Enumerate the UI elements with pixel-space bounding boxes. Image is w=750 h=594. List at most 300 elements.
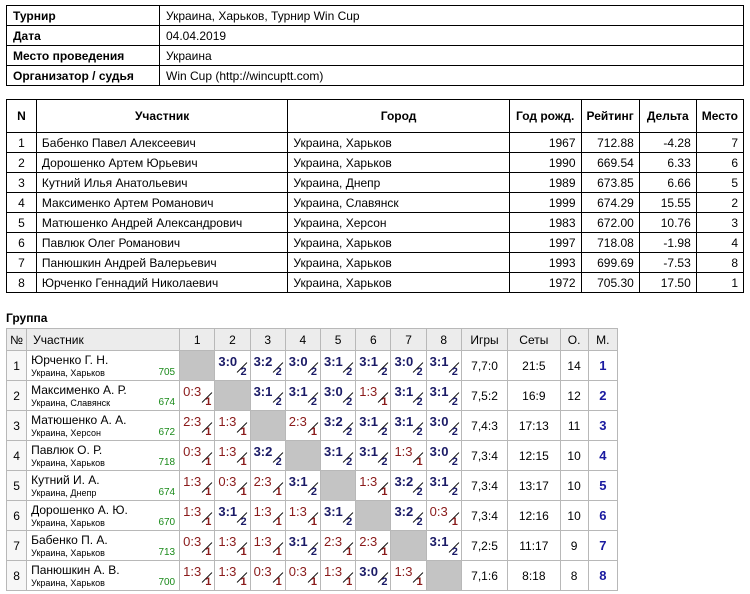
match-score: 2:3 (183, 414, 202, 429)
self-cell (426, 561, 461, 591)
match-result (356, 531, 391, 561)
match-result (391, 561, 426, 591)
participant-cell: 705.30 (581, 273, 639, 293)
points-stat: 8 (560, 561, 588, 591)
match-points: 2 (275, 366, 282, 378)
participant-row (7, 193, 744, 213)
info-row (7, 26, 744, 46)
match-result (250, 351, 285, 381)
sets-stat: 13:17 (508, 471, 560, 501)
match-points: 2 (381, 456, 388, 468)
info-row (7, 46, 744, 66)
match-result (356, 561, 391, 591)
participant-cell: Дорошенко Артем Юрьевич (36, 153, 287, 173)
participant-cell: Украина, Харьков (288, 133, 509, 153)
player-name: Максименко А. Р. (31, 383, 127, 397)
match-points: 1 (275, 486, 282, 498)
participant-cell: 1 (7, 133, 37, 153)
match-points: 2 (451, 546, 458, 558)
place-stat: 5 (588, 471, 617, 501)
self-cell (356, 501, 391, 531)
match-result (321, 381, 356, 411)
sets-stat: 8:18 (508, 561, 560, 591)
match-score: 0:3 (183, 384, 202, 399)
match-points: 2 (416, 486, 423, 498)
column-header: Рейтинг (581, 100, 639, 133)
place-stat: 7 (588, 531, 617, 561)
match-score: 3:2 (253, 444, 273, 459)
player-name: Кутний И. А. (31, 473, 100, 487)
match-result (250, 531, 285, 561)
column-header: Участник (36, 100, 287, 133)
match-result (426, 501, 461, 531)
games-stat: 7,2:5 (461, 531, 507, 561)
points-stat: 10 (560, 501, 588, 531)
match-score: 3:1 (394, 384, 414, 399)
group-row (7, 381, 618, 411)
match-result (321, 531, 356, 561)
match-score: 3:1 (218, 504, 238, 519)
match-points: 1 (416, 456, 423, 468)
player-rating: 670 (158, 517, 176, 528)
match-result (391, 351, 426, 381)
match-result (285, 411, 320, 441)
column-header-place: М. (588, 329, 617, 351)
match-result (356, 441, 391, 471)
row-number: 3 (7, 411, 27, 441)
match-score: 3:1 (359, 354, 379, 369)
group-row (7, 351, 618, 381)
games-stat: 7,3:4 (461, 441, 507, 471)
participant-cell: 1967 (509, 133, 581, 153)
participant-cell: Павлюк Олег Романович (36, 233, 287, 253)
match-result (285, 561, 320, 591)
participant-cell: 4 (696, 233, 743, 253)
match-score: 1:3 (359, 384, 378, 399)
match-result (285, 381, 320, 411)
participant-cell: 718.08 (581, 233, 639, 253)
match-result (215, 441, 250, 471)
match-points: 2 (346, 516, 353, 528)
match-result (250, 441, 285, 471)
match-result (180, 411, 215, 441)
player-cell (27, 381, 180, 411)
participant-cell: 2 (696, 193, 743, 213)
match-result (426, 471, 461, 501)
match-points: 1 (205, 426, 212, 438)
points-stat: 14 (560, 351, 588, 381)
row-number: 6 (7, 501, 27, 531)
match-points: 2 (416, 366, 423, 378)
player-cell (27, 531, 180, 561)
match-score: 3:1 (324, 354, 343, 369)
match-result (426, 441, 461, 471)
participant-cell: 1993 (509, 253, 581, 273)
match-score: 1:3 (394, 564, 413, 579)
match-points: 2 (275, 456, 282, 468)
match-score: 3:0 (218, 354, 238, 369)
match-points: 1 (346, 576, 353, 588)
participant-cell: 1990 (509, 153, 581, 173)
sets-stat: 21:5 (508, 351, 560, 381)
match-score: 3:1 (394, 414, 414, 429)
match-score: 1:3 (218, 534, 237, 549)
match-score: 1:3 (218, 564, 237, 579)
match-points: 2 (416, 516, 423, 528)
participant-cell: 674.29 (581, 193, 639, 213)
participant-row (7, 273, 744, 293)
match-score: 3:1 (324, 444, 343, 459)
participant-row (7, 173, 744, 193)
info-label: Дата (7, 26, 160, 46)
row-number: 5 (7, 471, 27, 501)
match-result (356, 381, 391, 411)
match-result (250, 471, 285, 501)
group-row (7, 411, 618, 441)
match-points: 2 (346, 366, 353, 378)
games-stat: 7,3:4 (461, 471, 507, 501)
match-points: 1 (275, 546, 282, 558)
participant-cell: 1989 (509, 173, 581, 193)
match-score: 3:1 (253, 384, 273, 399)
match-score: 1:3 (288, 504, 307, 519)
match-points: 2 (451, 486, 458, 498)
match-points: 1 (240, 576, 247, 588)
match-result (180, 471, 215, 501)
column-header-opponent: 7 (391, 329, 426, 351)
match-score: 1:3 (183, 504, 202, 519)
match-points: 1 (416, 576, 423, 588)
match-points: 1 (240, 456, 247, 468)
match-points: 2 (451, 426, 458, 438)
match-result (180, 531, 215, 561)
group-row (7, 501, 618, 531)
participant-cell: Украина, Харьков (288, 253, 509, 273)
row-number: 4 (7, 441, 27, 471)
match-points: 1 (205, 486, 212, 498)
place-stat: 3 (588, 411, 617, 441)
match-score: 3:1 (429, 354, 449, 369)
match-score: 1:3 (183, 564, 202, 579)
participants-table (6, 99, 744, 293)
participant-row (7, 253, 744, 273)
match-score: 3:0 (359, 564, 379, 579)
match-result (426, 381, 461, 411)
participant-cell: 3 (696, 213, 743, 233)
participant-cell: 7 (7, 253, 37, 273)
player-city: Украина, Харьков (31, 458, 105, 468)
match-score: 1:3 (253, 534, 272, 549)
match-points: 1 (310, 576, 317, 588)
player-cell (27, 351, 180, 381)
participant-cell: 672.00 (581, 213, 639, 233)
row-number: 8 (7, 561, 27, 591)
participant-cell: Украина, Славянск (288, 193, 509, 213)
match-score: 3:1 (429, 474, 449, 489)
column-header-player: Участник (27, 329, 180, 351)
match-score: 3:1 (324, 504, 343, 519)
participant-cell: 1972 (509, 273, 581, 293)
participant-cell: Украина, Харьков (288, 153, 509, 173)
participant-cell: -4.28 (639, 133, 696, 153)
match-score: 1:3 (394, 444, 413, 459)
match-points: 2 (451, 396, 458, 408)
place-stat: 1 (588, 351, 617, 381)
column-header-opponent: 5 (321, 329, 356, 351)
participant-cell: 6 (7, 233, 37, 253)
participant-cell: 1983 (509, 213, 581, 233)
match-points: 1 (381, 546, 388, 558)
games-stat: 7,7:0 (461, 351, 507, 381)
match-score: 1:3 (218, 444, 237, 459)
row-number: 2 (7, 381, 27, 411)
column-header-num: № (7, 329, 27, 351)
match-points: 2 (240, 516, 247, 528)
match-points: 2 (416, 396, 423, 408)
place-stat: 8 (588, 561, 617, 591)
tournament-info-table (6, 5, 744, 86)
match-points: 2 (346, 456, 353, 468)
group-row (7, 471, 618, 501)
match-result (391, 441, 426, 471)
self-cell (215, 381, 250, 411)
games-stat: 7,4:3 (461, 411, 507, 441)
column-header: Город (288, 100, 509, 133)
info-label: Организатор / судья (7, 66, 160, 86)
participant-cell: 8 (7, 273, 37, 293)
match-points: 1 (275, 516, 282, 528)
self-cell (391, 531, 426, 561)
match-points: 1 (346, 546, 353, 558)
match-result (215, 501, 250, 531)
participant-cell: Панюшкин Андрей Валерьевич (36, 253, 287, 273)
match-result (285, 531, 320, 561)
match-result (250, 381, 285, 411)
match-score: 0:3 (288, 564, 307, 579)
participant-cell: Бабенко Павел Алексеевич (36, 133, 287, 153)
match-score: 3:2 (324, 414, 343, 429)
row-number: 7 (7, 531, 27, 561)
player-rating: 700 (158, 577, 176, 588)
column-header-opponent: 4 (285, 329, 320, 351)
match-result (285, 351, 320, 381)
player-city: Украина, Харьков (31, 548, 105, 558)
participant-cell: 1999 (509, 193, 581, 213)
match-result (426, 411, 461, 441)
participant-row (7, 153, 744, 173)
match-score: 2:3 (288, 414, 307, 429)
player-rating: 705 (158, 367, 176, 378)
match-result (285, 501, 320, 531)
points-stat: 10 (560, 441, 588, 471)
match-points: 1 (451, 516, 458, 528)
match-score: 3:0 (429, 414, 449, 429)
self-cell (250, 411, 285, 441)
match-result (321, 441, 356, 471)
participant-cell: 15.55 (639, 193, 696, 213)
match-result (215, 411, 250, 441)
match-result (426, 531, 461, 561)
match-points: 1 (205, 546, 212, 558)
match-score: 0:3 (429, 504, 448, 519)
match-points: 2 (310, 546, 317, 558)
match-points: 1 (205, 396, 212, 408)
participant-cell: 8 (696, 253, 743, 273)
match-points: 1 (240, 426, 247, 438)
player-name: Дорошенко А. Ю. (31, 503, 128, 517)
participant-cell: 1 (696, 273, 743, 293)
player-rating: 718 (158, 457, 176, 468)
match-score: 3:0 (394, 354, 414, 369)
column-header: Дельта (639, 100, 696, 133)
points-stat: 12 (560, 381, 588, 411)
player-cell (27, 471, 180, 501)
match-score: 3:2 (253, 354, 273, 369)
match-result (321, 351, 356, 381)
match-result (180, 381, 215, 411)
player-city: Украина, Днепр (31, 488, 97, 498)
match-points: 2 (451, 456, 458, 468)
games-stat: 7,5:2 (461, 381, 507, 411)
self-cell (180, 351, 215, 381)
participant-row (7, 133, 744, 153)
column-header-sets: Сеты (508, 329, 560, 351)
participant-cell: 712.88 (581, 133, 639, 153)
player-rating: 674 (158, 487, 176, 498)
match-result (321, 501, 356, 531)
match-score: 1:3 (359, 474, 378, 489)
sets-stat: 11:17 (508, 531, 560, 561)
participant-row (7, 213, 744, 233)
match-score: 3:1 (429, 534, 449, 549)
participant-cell: Украина, Днепр (288, 173, 509, 193)
column-header: Место (696, 100, 743, 133)
participant-cell: 6 (696, 153, 743, 173)
participant-cell: 1997 (509, 233, 581, 253)
match-points: 2 (275, 396, 282, 408)
match-score: 1:3 (253, 504, 272, 519)
participant-cell: -1.98 (639, 233, 696, 253)
points-stat: 11 (560, 411, 588, 441)
place-stat: 2 (588, 381, 617, 411)
match-points: 2 (416, 426, 423, 438)
match-points: 2 (310, 486, 317, 498)
match-result (180, 561, 215, 591)
sets-stat: 12:16 (508, 501, 560, 531)
match-score: 0:3 (183, 444, 202, 459)
participant-cell: 669.54 (581, 153, 639, 173)
participant-cell: 6.66 (639, 173, 696, 193)
place-stat: 4 (588, 441, 617, 471)
column-header-opponent: 2 (215, 329, 250, 351)
info-row (7, 6, 744, 26)
match-score: 3:1 (288, 474, 308, 489)
participant-cell: 2 (7, 153, 37, 173)
sets-stat: 17:13 (508, 411, 560, 441)
player-rating: 713 (158, 547, 176, 558)
column-header-opponent: 6 (356, 329, 391, 351)
match-result (391, 411, 426, 441)
match-points: 2 (310, 366, 317, 378)
sets-stat: 16:9 (508, 381, 560, 411)
match-points: 2 (381, 366, 388, 378)
match-score: 0:3 (253, 564, 272, 579)
match-score: 1:3 (218, 414, 237, 429)
group-row (7, 561, 618, 591)
participant-cell: 5 (696, 173, 743, 193)
sets-stat: 12:15 (508, 441, 560, 471)
column-header-opponent: 1 (180, 329, 215, 351)
player-city: Украина, Харьков (31, 578, 105, 588)
participant-cell: Украина, Харьков (288, 233, 509, 253)
participant-cell: Максименко Артем Романович (36, 193, 287, 213)
match-score: 3:0 (288, 354, 308, 369)
player-cell (27, 441, 180, 471)
participant-cell: Кутний Илья Анатольевич (36, 173, 287, 193)
column-header-opponent: 8 (426, 329, 461, 351)
player-name: Юрченко Г. Н. (31, 353, 109, 367)
match-points: 1 (310, 426, 317, 438)
match-result (215, 351, 250, 381)
match-result (180, 501, 215, 531)
group-row (7, 441, 618, 471)
match-score: 0:3 (183, 534, 202, 549)
info-label: Турнир (7, 6, 160, 26)
match-points: 2 (310, 396, 317, 408)
info-value: Украина, Харьков, Турнир Win Cup (160, 6, 744, 26)
match-result (285, 471, 320, 501)
participant-cell: Украина, Харьков (288, 273, 509, 293)
player-cell (27, 501, 180, 531)
match-points: 2 (346, 426, 353, 438)
participant-cell: 4 (7, 193, 37, 213)
match-points: 1 (381, 486, 388, 498)
points-stat: 9 (560, 531, 588, 561)
match-points: 1 (310, 516, 317, 528)
games-stat: 7,1:6 (461, 561, 507, 591)
group-row (7, 531, 618, 561)
games-stat: 7,3:4 (461, 501, 507, 531)
points-stat: 10 (560, 471, 588, 501)
match-points: 1 (381, 396, 388, 408)
participant-cell: Украина, Херсон (288, 213, 509, 233)
participant-cell: 6.33 (639, 153, 696, 173)
match-score: 2:3 (359, 534, 378, 549)
column-header-opponent: 3 (250, 329, 285, 351)
match-result (321, 411, 356, 441)
match-result (250, 501, 285, 531)
match-score: 3:1 (429, 384, 449, 399)
player-rating: 674 (158, 397, 176, 408)
match-score: 3:1 (288, 384, 308, 399)
participant-cell: 699.69 (581, 253, 639, 273)
match-score: 2:3 (324, 534, 343, 549)
group-results-grid (6, 328, 618, 591)
participant-cell: -7.53 (639, 253, 696, 273)
match-score: 3:1 (359, 444, 379, 459)
match-result (391, 471, 426, 501)
match-result (250, 561, 285, 591)
match-score: 3:1 (288, 534, 308, 549)
player-name: Павлюк О. Р. (31, 443, 103, 457)
player-cell (27, 561, 180, 591)
info-row (7, 66, 744, 86)
match-result (215, 561, 250, 591)
match-result (356, 471, 391, 501)
player-city: Украина, Харьков (31, 368, 105, 378)
info-label: Место проведения (7, 46, 160, 66)
match-result (215, 471, 250, 501)
